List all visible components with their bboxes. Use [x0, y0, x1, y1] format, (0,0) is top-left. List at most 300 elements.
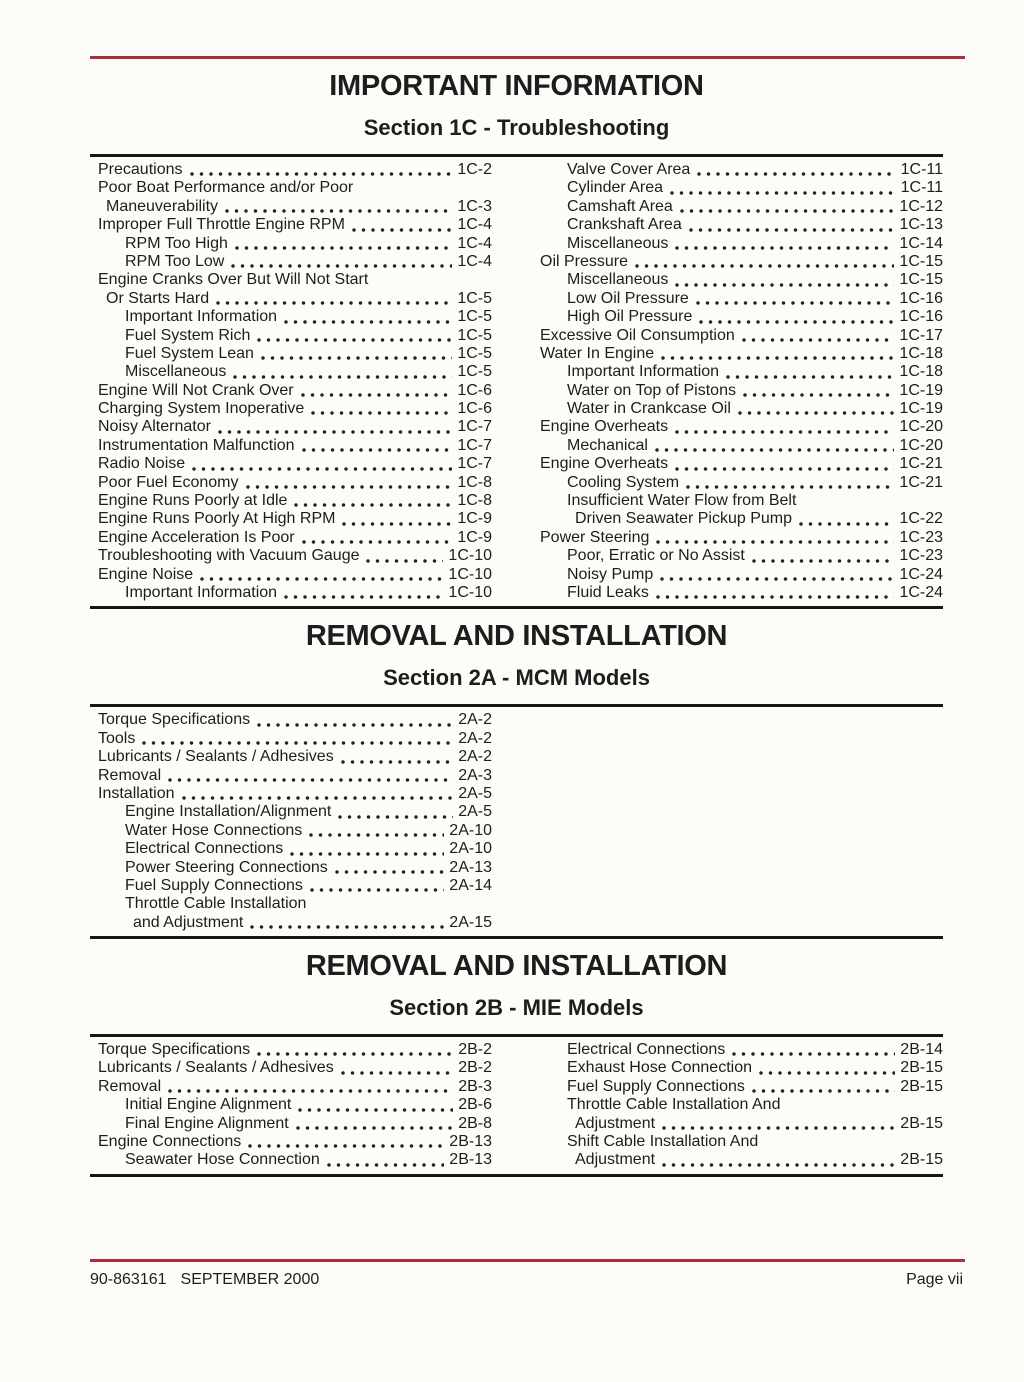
toc-entry [98, 382, 492, 400]
toc-entry-title: Engine Overheats [540, 418, 669, 436]
dot-leader [726, 363, 894, 381]
toc-entry-title: Fuel Supply Connections [125, 876, 303, 894]
toc-entry-title: Improper Full Throttle Engine RPM [98, 216, 345, 234]
dot-leader [635, 253, 894, 271]
dot-leader [341, 748, 454, 766]
dot-leader [689, 216, 895, 234]
toc-entry-page: 2B-15 [900, 1059, 943, 1077]
toc-entry-title: Crankshaft Area [567, 216, 682, 234]
dot-leader [231, 253, 452, 271]
toc-entry-page: 1C-23 [899, 528, 943, 546]
dot-leader [799, 510, 894, 528]
toc-entry-title: Engine Runs Poorly At High RPM [98, 510, 336, 528]
dot-leader [366, 547, 443, 565]
toc-entry-page: 1C-3 [457, 197, 492, 215]
toc-entry [540, 363, 943, 381]
toc-entry-page: 1C-23 [899, 547, 943, 565]
dot-leader [697, 161, 895, 179]
toc-entry-page: 1C-8 [457, 473, 492, 491]
dot-leader [342, 510, 452, 528]
toc-entry-title: Final Engine Alignment [125, 1114, 289, 1132]
toc-entry-title: Throttle Cable Installation And [567, 1096, 781, 1114]
toc-entry-page: 1C-15 [899, 271, 943, 289]
toc-entry-page: 2B-13 [449, 1151, 492, 1169]
toc-entry [98, 271, 492, 289]
section-rule-top [90, 154, 943, 157]
toc-entry [98, 235, 492, 253]
toc-entry [540, 216, 943, 234]
toc-entry [98, 1115, 492, 1133]
toc-entry [540, 455, 943, 473]
toc-entry [540, 547, 943, 565]
dot-leader [290, 840, 444, 858]
dot-leader [662, 1115, 895, 1133]
dot-leader [341, 1059, 454, 1077]
toc-entry-title: Throttle Cable Installation [125, 895, 307, 913]
toc-entry-page: 1C-7 [457, 418, 492, 436]
dot-leader [235, 235, 452, 253]
toc-entry [540, 492, 943, 510]
toc-entry-page: 1C-14 [899, 234, 943, 252]
toc-entry [540, 161, 943, 179]
toc-entry [98, 711, 492, 729]
toc-entry-title: Lubricants / Sealants / Adhesives [98, 748, 334, 766]
toc-entry [98, 1041, 492, 1059]
toc-entry-title: Exhaust Hose Connection [567, 1059, 752, 1077]
section-title: REMOVAL AND INSTALLATION [305, 620, 728, 653]
toc-entry-title: Water In Engine [540, 344, 655, 362]
toc-entry [98, 290, 492, 308]
dot-leader [656, 529, 894, 547]
toc-entry-title: Important Information [125, 583, 278, 601]
toc-entry-title: Poor Fuel Economy [98, 473, 239, 491]
toc-entry-title: and Adjustment [133, 913, 244, 931]
dot-leader [257, 327, 452, 345]
toc-entry-title: Engine Overheats [540, 455, 669, 473]
dot-leader [662, 1151, 895, 1169]
dot-leader [301, 382, 453, 400]
toc-entry-title: Important Information [125, 308, 278, 326]
toc-entry-title: Removal [98, 766, 162, 784]
dot-leader [327, 1151, 445, 1169]
dot-leader [335, 859, 445, 877]
toc-entry-title: Engine Acceleration Is Poor [98, 528, 295, 546]
dot-leader [248, 1133, 444, 1151]
toc-entry [98, 895, 492, 913]
toc-entry-title: Fuel System Lean [125, 344, 254, 362]
toc-entry [540, 235, 943, 253]
toc-entry-title: Poor, Erratic or No Assist [567, 547, 745, 565]
toc-entry [540, 1059, 943, 1077]
toc-entry-page: 1C-12 [899, 197, 943, 215]
toc-entry-page: 1C-10 [448, 565, 492, 583]
dot-leader [309, 822, 444, 840]
toc-entry [540, 510, 943, 528]
toc-entry-title: RPM Too Low [125, 252, 225, 270]
toc-entry-page: 1C-24 [899, 565, 943, 583]
toc-entry-page: 1C-19 [899, 381, 943, 399]
toc-grid [90, 161, 943, 602]
toc-entry [98, 730, 492, 748]
toc-entry [540, 400, 943, 418]
toc-entry-page: 1C-19 [899, 400, 943, 418]
toc-entry-title: Valve Cover Area [567, 161, 691, 178]
toc-entry-page: 2A-10 [449, 840, 492, 858]
dot-leader [686, 474, 894, 492]
section-subtitle: Section 2A - MCM Models [383, 665, 650, 691]
dot-leader [192, 455, 452, 473]
toc-entry [98, 767, 492, 785]
toc-entry [98, 161, 492, 179]
toc-entry [98, 253, 492, 271]
toc-entry-page: 2A-10 [449, 821, 492, 839]
manual-toc-page [0, 56, 1024, 1382]
toc-entry-page: 1C-7 [457, 436, 492, 454]
toc-entry-page: 1C-2 [457, 161, 492, 178]
toc-entry-page: 1C-5 [457, 363, 492, 381]
toc-entry-page: 1C-9 [457, 528, 492, 546]
section-1c-troubleshooting [90, 69, 943, 609]
toc-entry-title: Cylinder Area [567, 179, 664, 197]
toc-column-right [540, 161, 943, 602]
toc-entry-title: Or Starts Hard [106, 289, 210, 307]
toc-entry-page: 2B-13 [449, 1133, 492, 1151]
toc-entry [98, 529, 492, 547]
dot-leader [311, 400, 452, 418]
dot-leader [310, 877, 444, 895]
page-number-label: Page vii [906, 1270, 963, 1288]
toc-entry-page: 1C-22 [899, 510, 943, 528]
dot-leader [660, 566, 894, 584]
toc-entry-title: Precautions [98, 161, 183, 178]
dot-leader [699, 308, 894, 326]
dot-leader [302, 437, 453, 455]
dot-leader [738, 400, 895, 418]
toc-entry-page: 1C-5 [457, 344, 492, 362]
toc-entry-title: Radio Noise [98, 455, 186, 473]
section-2a-mcm-models [90, 619, 943, 939]
toc-entry [540, 1078, 943, 1096]
toc-entry-title: Adjustment [575, 1151, 656, 1169]
toc-entry-page: 1C-21 [899, 455, 943, 473]
toc-entry-title: Engine Installation/Alignment [125, 803, 332, 821]
toc-entry-title: Noisy Alternator [98, 418, 211, 436]
toc-entry-title: Miscellaneous [567, 271, 669, 289]
dot-leader [743, 382, 894, 400]
toc-entry-title: Poor Boat Performance and/or Poor [98, 179, 354, 197]
toc-entry-page: 1C-21 [899, 473, 943, 491]
toc-grid [90, 1041, 943, 1170]
toc-entry [540, 437, 943, 455]
dot-leader [284, 584, 443, 602]
top-red-rule [90, 56, 965, 59]
section-rule-top [90, 704, 943, 707]
dot-leader [233, 363, 452, 381]
toc-entry-page: 2B-15 [900, 1151, 943, 1169]
toc-entry-title: Engine Connections [98, 1133, 242, 1151]
dot-leader [225, 198, 452, 216]
toc-entry [98, 914, 492, 932]
toc-entry-title: Water in Crankcase Oil [567, 400, 731, 418]
toc-entry-title: Electrical Connections [125, 840, 284, 858]
toc-entry-title: Fluid Leaks [567, 583, 649, 601]
toc-entry-title: Noisy Pump [567, 565, 654, 583]
dot-leader [656, 584, 895, 602]
dot-leader [261, 345, 452, 363]
toc-entry-page: 2A-2 [458, 729, 492, 747]
section-title: IMPORTANT INFORMATION [329, 70, 704, 102]
toc-entry-page: 2B-3 [458, 1077, 492, 1095]
toc-entry [540, 271, 943, 289]
toc-entry-page: 1C-10 [448, 583, 492, 601]
toc-entry [98, 547, 492, 565]
toc-entry-page: 1C-11 [900, 179, 943, 197]
toc-entry-title: Cooling System [567, 473, 680, 491]
dot-leader [352, 216, 452, 234]
dot-leader [752, 547, 895, 565]
page-footer [90, 1270, 963, 1289]
toc-entry-title: Adjustment [575, 1114, 656, 1132]
toc-entry-title: RPM Too High [125, 234, 228, 252]
toc-entry-title: Engine Will Not Crank Over [98, 381, 294, 399]
toc-entry [540, 198, 943, 216]
dot-leader [298, 1096, 453, 1114]
toc-entry-title: Driven Seawater Pickup Pump [575, 510, 792, 528]
toc-entry-page: 1C-16 [899, 289, 943, 307]
toc-entry-title: Initial Engine Alignment [125, 1096, 292, 1114]
toc-entry-title: Water Hose Connections [125, 821, 303, 839]
toc-entry [540, 474, 943, 492]
toc-column-left [90, 161, 492, 602]
toc-entry-title: Tools [98, 729, 136, 747]
toc-entry [98, 198, 492, 216]
dot-leader [257, 1041, 453, 1059]
toc-entry-page: 1C-15 [899, 252, 943, 270]
toc-entry-title: Charging System Inoperative [98, 400, 305, 418]
dot-leader [250, 914, 444, 932]
dot-leader [675, 418, 894, 436]
dot-leader [246, 474, 453, 492]
toc-entry-page: 2A-5 [458, 784, 492, 802]
toc-entry [98, 216, 492, 234]
toc-entry-title: Torque Specifications [98, 711, 251, 729]
toc-entry-page: 2B-2 [458, 1041, 492, 1059]
toc-entry [98, 1133, 492, 1151]
toc-entry-title: Insufficient Water Flow from Belt [567, 492, 797, 510]
dot-leader [294, 492, 452, 510]
dot-leader [338, 803, 453, 821]
toc-entry [98, 455, 492, 473]
toc-entry-page: 2A-15 [449, 913, 492, 931]
toc-entry-page: 1C-20 [899, 436, 943, 454]
toc-entry [98, 179, 492, 197]
toc-entry-title: Engine Cranks Over But Will Not Start [98, 271, 369, 289]
toc-entry-page: 1C-10 [448, 547, 492, 565]
toc-entry-title: Torque Specifications [98, 1041, 251, 1059]
toc-entry-page: 2B-14 [900, 1041, 943, 1059]
toc-entry-page: 2A-2 [458, 748, 492, 766]
toc-entry-page: 1C-7 [457, 455, 492, 473]
dot-leader [752, 1078, 895, 1096]
toc-entry-page: 2B-8 [458, 1114, 492, 1132]
toc-entry [98, 822, 492, 840]
toc-entry-title: Installation [98, 784, 175, 802]
section-2b-mie-models [90, 949, 943, 1177]
toc-entry-page: 1C-4 [457, 252, 492, 270]
toc-entry-title: Engine Noise [98, 565, 194, 583]
toc-entry-title: Camshaft Area [567, 197, 673, 215]
toc-entry-page: 2A-14 [449, 876, 492, 894]
toc-entry [540, 1115, 943, 1133]
toc-column-left [90, 1041, 492, 1170]
dot-leader [759, 1059, 895, 1077]
toc-entry [540, 529, 943, 547]
toc-entry-title: Engine Runs Poorly at Idle [98, 492, 288, 510]
toc-column-left [90, 711, 492, 932]
toc-entry [540, 345, 943, 363]
section-subtitle: Section 2B - MIE Models [389, 995, 644, 1021]
toc-entry [540, 327, 943, 345]
toc-entry [98, 327, 492, 345]
dot-leader [655, 437, 894, 455]
bottom-red-rule [90, 1259, 965, 1262]
dot-leader [284, 308, 452, 326]
document-number: 90-863161 [90, 1270, 167, 1288]
toc-entry-title: Power Steering [540, 528, 650, 546]
toc-entry-title: Low Oil Pressure [567, 289, 689, 307]
toc-entry-page: 1C-18 [899, 344, 943, 362]
toc-entry [98, 418, 492, 436]
toc-entry [540, 290, 943, 308]
toc-entry-page: 1C-9 [457, 510, 492, 528]
toc-entry [98, 363, 492, 381]
toc-entry [98, 840, 492, 858]
dot-leader [302, 529, 453, 547]
toc-entry [540, 253, 943, 271]
toc-entry-title: Removal [98, 1077, 162, 1095]
toc-grid [90, 711, 943, 932]
toc-entry [98, 1059, 492, 1077]
toc-entry-title: Power Steering Connections [125, 858, 328, 876]
toc-entry-page: 1C-6 [457, 400, 492, 418]
toc-column-right [540, 1041, 943, 1170]
toc-entry-title: Excessive Oil Consumption [540, 326, 735, 344]
dot-leader [670, 179, 896, 197]
toc-entry-page: 1C-5 [457, 326, 492, 344]
toc-entry-page: 1C-13 [899, 216, 943, 234]
toc-entry [98, 785, 492, 803]
toc-entry [98, 1078, 492, 1096]
dot-leader [732, 1041, 895, 1059]
toc-entry-page: 2B-2 [458, 1059, 492, 1077]
dot-leader [296, 1115, 454, 1133]
dot-leader [216, 290, 452, 308]
toc-entry-page: 1C-20 [899, 418, 943, 436]
toc-entry [98, 437, 492, 455]
toc-entry-page: 1C-11 [900, 161, 943, 178]
toc-entry-page: 2A-13 [449, 858, 492, 876]
dot-leader [675, 271, 894, 289]
dot-leader [168, 767, 453, 785]
toc-entry-title: Troubleshooting with Vacuum Gauge [98, 547, 360, 565]
toc-entry [98, 474, 492, 492]
toc-entry-page: 1C-8 [457, 492, 492, 510]
dot-leader [696, 290, 895, 308]
dot-leader [168, 1078, 453, 1096]
toc-entry-page: 1C-4 [457, 234, 492, 252]
toc-entry [98, 566, 492, 584]
dot-leader [661, 345, 894, 363]
toc-column-right [540, 711, 943, 932]
dot-leader [257, 711, 453, 729]
toc-entry-page: 2B-15 [900, 1114, 943, 1132]
toc-entry-page: 1C-18 [899, 363, 943, 381]
footer-left [90, 1270, 319, 1289]
toc-entry-page: 1C-16 [899, 308, 943, 326]
toc-entry-title: Shift Cable Installation And [567, 1133, 759, 1151]
section-rule-bottom [90, 1174, 943, 1177]
toc-entry-title: Miscellaneous [567, 234, 669, 252]
toc-entry [540, 566, 943, 584]
toc-entry [540, 179, 943, 197]
dot-leader [680, 198, 895, 216]
toc-entry [540, 308, 943, 326]
toc-entry [98, 1096, 492, 1114]
toc-entry-title: Mechanical [567, 436, 648, 454]
toc-entry [540, 1151, 943, 1169]
toc-entry [98, 492, 492, 510]
toc-entry [98, 748, 492, 766]
toc-entry-title: Maneuverability [106, 197, 219, 215]
toc-entry [98, 400, 492, 418]
section-rule-top [90, 1034, 943, 1037]
toc-entry-page: 1C-6 [457, 381, 492, 399]
toc-entry [540, 1133, 943, 1151]
toc-entry-title: Water on Top of Pistons [567, 381, 736, 399]
toc-entry-title: Fuel Supply Connections [567, 1077, 745, 1095]
dot-leader [200, 566, 443, 584]
toc-entry-title: Important Information [567, 363, 720, 381]
dot-leader [742, 327, 895, 345]
dot-leader [218, 418, 452, 436]
section-rule-bottom [90, 606, 943, 609]
toc-entry-title: Seawater Hose Connection [125, 1151, 320, 1169]
toc-entry [98, 859, 492, 877]
dot-leader [182, 785, 454, 803]
toc-entry-page: 1C-17 [899, 326, 943, 344]
dot-leader [190, 161, 453, 179]
toc-entry-title: Electrical Connections [567, 1041, 726, 1059]
dot-leader [142, 730, 453, 748]
toc-entry [98, 877, 492, 895]
section-rule-bottom [90, 936, 943, 939]
toc-entry [98, 584, 492, 602]
toc-entry [98, 1151, 492, 1169]
toc-entry-title: Instrumentation Malfunction [98, 436, 295, 454]
section-title: REMOVAL AND INSTALLATION [305, 950, 728, 983]
section-subtitle: Section 1C - Troubleshooting [363, 115, 670, 140]
toc-entry-title: Lubricants / Sealants / Adhesives [98, 1059, 334, 1077]
toc-entry [540, 1041, 943, 1059]
toc-entry [540, 382, 943, 400]
toc-entry-page: 2A-2 [458, 711, 492, 729]
toc-entry-page: 1C-5 [457, 289, 492, 307]
toc-entry [540, 418, 943, 436]
toc-entry-page: 1C-5 [457, 308, 492, 326]
page-content [90, 69, 943, 1177]
toc-entry-title: Oil Pressure [540, 252, 629, 270]
toc-entry-page: 2B-15 [900, 1077, 943, 1095]
